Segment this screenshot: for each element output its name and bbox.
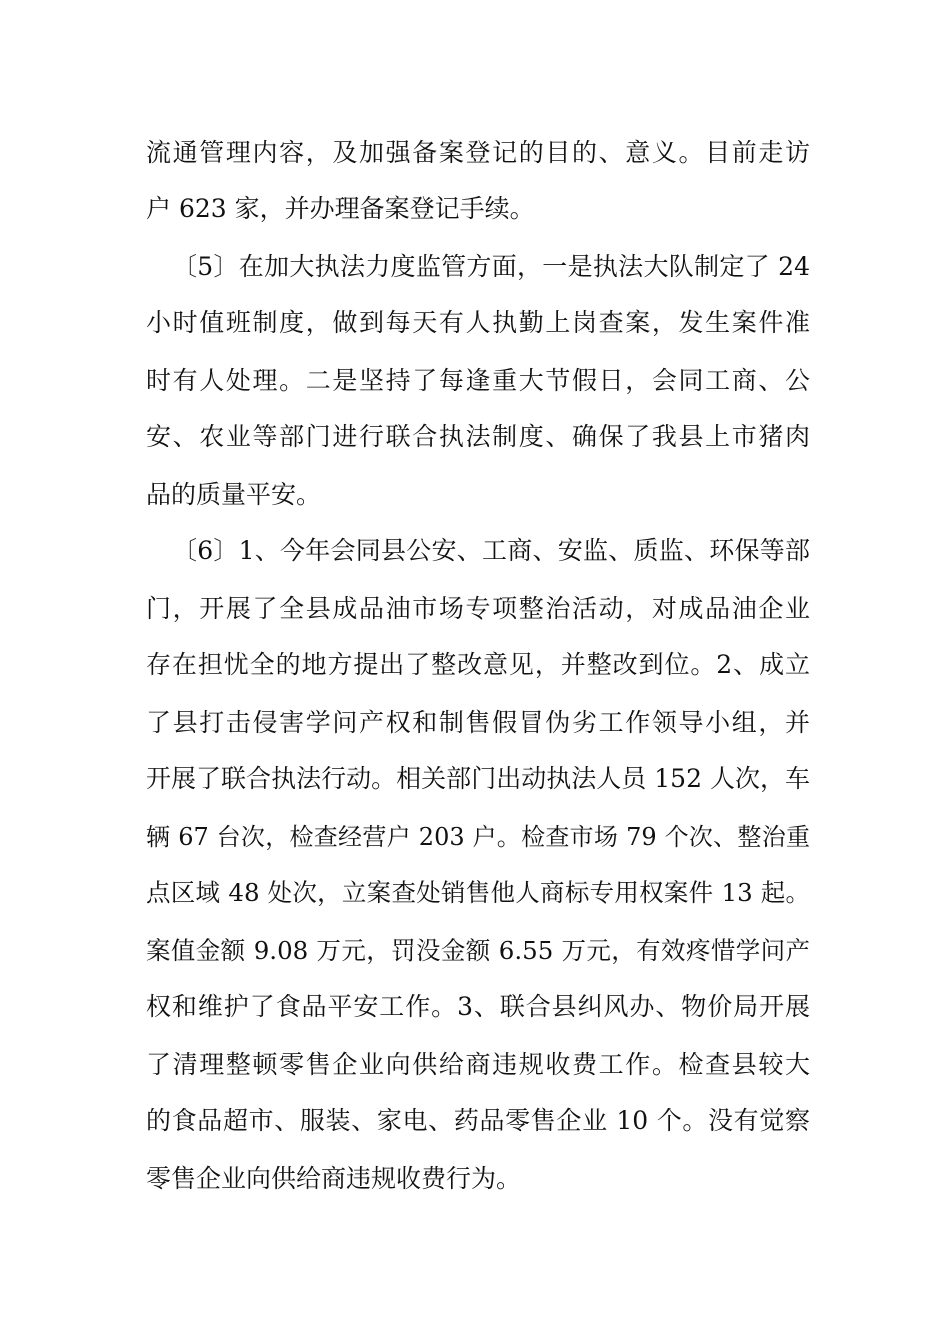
text-line-10: 存在担忧全的地方提出了整改意见，并整改到位。2、成立 (146, 650, 810, 679)
text-line-7: 品的质量平安。 (146, 480, 322, 509)
text-line-13: 辆 67 台次，检查经营户 203 户。检查市场 79 个次、整治重 (146, 823, 810, 851)
text-line-11: 了县打击侵害学问产权和制售假冒伪劣工作领导小组，并 (146, 708, 810, 737)
text-line-18: 的食品超市、服装、家电、药品零售企业 10 个。没有觉察 (146, 1106, 810, 1135)
text-line-12: 开展了联合执法行动。相关部门出动执法人员 152 人次，车 (146, 764, 810, 793)
text-line-8: 〔6〕1、今年会同县公安、工商、安监、质监、环保等部 (172, 536, 810, 565)
text-line-5: 时有人处理。二是坚持了每逢重大节假日，会同工商、公 (146, 366, 810, 395)
text-line-14: 点区域 48 处次，立案查处销售他人商标专用权案件 13 起。 (146, 878, 810, 907)
text-line-17: 了清理整顿零售企业向供给商违规收费工作。检查县较大 (146, 1050, 810, 1079)
text-line-6: 安、农业等部门进行联合执法制度、确保了我县上市猪肉 (146, 422, 810, 451)
text-line-2: 户 623 家，并办理备案登记手续。 (146, 194, 535, 223)
text-line-19: 零售企业向供给商违规收费行为。 (146, 1164, 522, 1193)
text-line-16: 权和维护了食品平安工作。3、联合县纠风办、物价局开展 (146, 992, 810, 1021)
text-line-1: 流通管理内容，及加强备案登记的目的、意义。目前走访 (146, 138, 810, 167)
text-line-4: 小时值班制度，做到每天有人执勤上岗查案，发生案件准 (146, 308, 810, 337)
text-line-15: 案值金额 9.08 万元，罚没金额 6.55 万元，有效疼惜学问产 (146, 936, 810, 965)
text-line-3: 〔5〕在加大执法力度监管方面，一是执法大队制定了 24 (172, 252, 810, 281)
text-line-9: 门，开展了全县成品油市场专项整治活动，对成品油企业 (146, 594, 810, 623)
